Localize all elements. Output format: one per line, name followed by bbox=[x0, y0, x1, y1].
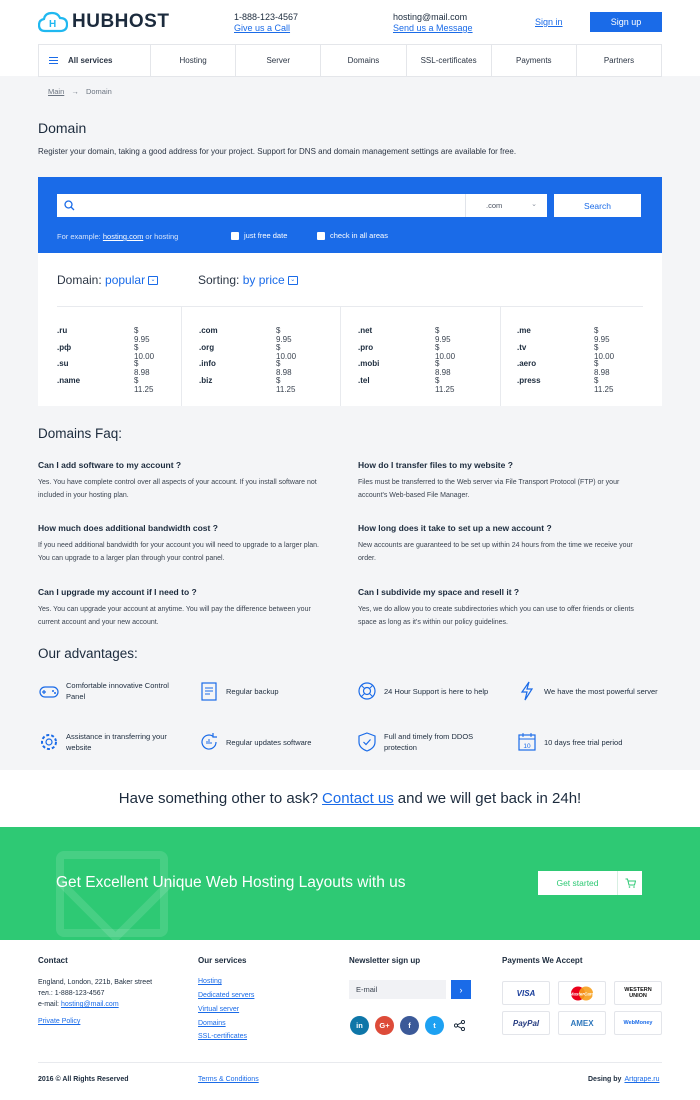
zone-name: .aero bbox=[517, 359, 537, 368]
footer-phone: тел.: 1-888-123-4567 bbox=[38, 990, 105, 997]
zone-name: .su bbox=[57, 359, 69, 368]
email-block bbox=[393, 12, 473, 34]
signup-button[interactable]: Sign up bbox=[590, 12, 662, 32]
zone-price: $ 9.95 bbox=[276, 326, 292, 344]
zone-value: .com bbox=[486, 201, 503, 210]
header-phone: 1-888-123-4567 bbox=[234, 12, 299, 22]
advantage-text: Full and timely from DDOS protection bbox=[384, 732, 474, 752]
header-email: hosting@mail.com bbox=[393, 12, 468, 22]
zone-price: $ 10.00 bbox=[276, 342, 297, 361]
footer bbox=[0, 940, 700, 1100]
lightning-icon bbox=[516, 680, 538, 702]
newsletter-email-input[interactable]: E-mail bbox=[349, 980, 446, 999]
calendar-icon bbox=[516, 731, 538, 753]
nav-payments[interactable]: Payments bbox=[491, 45, 576, 76]
nav-domains[interactable]: Domains bbox=[320, 45, 405, 76]
advantage-item bbox=[198, 680, 348, 702]
advantage-text: Regular backup bbox=[226, 686, 279, 696]
faq-answer: Files must be transferred to the Web server via File Transport Protocol (FTP) or your account's Web-based File Manager. bbox=[358, 479, 620, 499]
checkbox-label: check in all areas bbox=[330, 231, 388, 240]
nav-partners[interactable]: Partners bbox=[576, 45, 661, 76]
zone-name: .pro bbox=[358, 342, 374, 352]
promo-title: Get Excellent Unique Web Hosting Layouts with us bbox=[56, 874, 406, 891]
newsletter-submit-button[interactable]: › bbox=[451, 980, 471, 999]
all-areas-checkbox[interactable] bbox=[317, 231, 388, 240]
column-divider bbox=[181, 307, 182, 406]
payments-title: Payments We Accept bbox=[502, 956, 583, 965]
zone-price: $ 9.95 bbox=[134, 326, 150, 344]
faq-answer: Yes. You have complete control over all aspects of your account. If you install software not included in your hosting plan. bbox=[38, 479, 317, 499]
nav-server[interactable]: Server bbox=[235, 45, 320, 76]
lifebuoy-icon bbox=[356, 680, 378, 702]
header bbox=[0, 0, 700, 76]
service-link[interactable]: Hosting bbox=[198, 978, 222, 985]
promo-banner bbox=[0, 827, 700, 940]
zone-price: $ 10.00 bbox=[435, 342, 456, 361]
chevron-down-icon: ⌄ bbox=[148, 276, 158, 285]
domain-filter[interactable] bbox=[57, 273, 158, 287]
advantages-title: Our advantages: bbox=[38, 646, 138, 661]
design-prefix: Desing by bbox=[588, 1076, 622, 1083]
breadcrumb bbox=[48, 87, 112, 96]
email-prefix: e-mail: bbox=[38, 1001, 60, 1008]
zone-name: .рф bbox=[57, 342, 72, 352]
chevron-down-icon: ⌄ bbox=[531, 201, 537, 208]
nav-all-services[interactable] bbox=[39, 45, 150, 76]
service-link[interactable]: SSL-certificates bbox=[198, 1033, 248, 1040]
zone-name: .org bbox=[199, 342, 215, 352]
advantage-item bbox=[356, 680, 506, 702]
western-union-logo: WESTERN UNION bbox=[614, 981, 662, 1005]
document-icon bbox=[198, 680, 220, 702]
column-divider bbox=[500, 307, 501, 406]
domain-filter-label: Domain: bbox=[57, 273, 102, 287]
newsletter-title: Newsletter sign up bbox=[349, 956, 421, 965]
search-button[interactable]: Search bbox=[554, 194, 641, 217]
zone-name: .com bbox=[199, 326, 218, 335]
get-started-button[interactable]: Get started bbox=[538, 871, 617, 895]
cart-button[interactable] bbox=[617, 871, 642, 895]
advantage-text: Assistance in transferring your website bbox=[66, 732, 167, 752]
zone-name: .ru bbox=[57, 326, 68, 335]
facebook-icon[interactable]: f bbox=[400, 1016, 419, 1035]
sorting-filter-value: by price bbox=[242, 273, 285, 287]
copyright: 2016 © All Rights Reserved bbox=[38, 1076, 129, 1083]
column-divider bbox=[340, 307, 341, 406]
phone-block bbox=[234, 12, 298, 34]
zone-name: .info bbox=[199, 359, 216, 368]
faq-question: How long does it take to set up a new account ? bbox=[358, 523, 552, 533]
design-link[interactable]: Artgrape.ru bbox=[624, 1076, 660, 1083]
faq-answer: New accounts are guaranteed to be set up within 24 hours from the time we receive your order. bbox=[358, 542, 633, 562]
linkedin-icon[interactable]: in bbox=[350, 1016, 369, 1035]
advantage-item bbox=[356, 731, 506, 753]
faq-answer: Yes. You can upgrade your account at anytime. You will pay the difference between your current account and your new account. bbox=[38, 606, 311, 626]
nav-label: All services bbox=[68, 56, 113, 65]
message-link[interactable]: Send us a Message bbox=[393, 23, 473, 33]
main-nav bbox=[38, 44, 662, 77]
breadcrumb-separator: → bbox=[71, 87, 79, 96]
footer-email-row bbox=[38, 999, 119, 1010]
footer-email-link[interactable]: hosting@mail.com bbox=[60, 1001, 119, 1008]
checkbox-icon bbox=[317, 232, 325, 240]
sorting-filter-label: Sorting: bbox=[198, 273, 240, 287]
faq-question: Can I subdivide my space and resell it ? bbox=[358, 587, 520, 597]
zone-name: .mobi bbox=[358, 359, 380, 368]
advantage-item bbox=[198, 731, 348, 753]
faq-answer: Yes, we do allow you to create subdirectories which you can use to offer friends or clients space as long as it's within our policy guidelines. bbox=[358, 606, 634, 626]
checkbox-label: just free date bbox=[244, 231, 288, 240]
cart-icon bbox=[625, 878, 636, 888]
price-table bbox=[38, 253, 662, 406]
zone-price: $ 8.98 bbox=[435, 359, 451, 377]
advantage-text: 24 Hour Support is here to help bbox=[384, 686, 489, 696]
example-link[interactable]: hosting.com bbox=[102, 232, 144, 241]
menu-icon bbox=[49, 57, 58, 64]
zone-price: $ 8.98 bbox=[594, 359, 610, 377]
zone-name: .press bbox=[517, 375, 541, 385]
logo[interactable] bbox=[38, 11, 169, 33]
zone-name: .biz bbox=[199, 375, 213, 385]
zone-name: .name bbox=[57, 375, 81, 385]
faq-answer: If you need additional bandwidth for your account you will need to upgrade to a larger plan. You can upgrade to a larger plan through your control panel. bbox=[38, 542, 319, 562]
domain-search-input[interactable] bbox=[57, 194, 465, 217]
footer-services-title: Our services bbox=[198, 956, 247, 965]
nav-ssl[interactable]: SSL-certificates bbox=[406, 45, 491, 76]
zone-name: .tv bbox=[517, 342, 527, 352]
footer-contact-title: Contact bbox=[38, 956, 68, 965]
zone-price: $ 10.00 bbox=[134, 342, 155, 361]
zone-price: $ 9.95 bbox=[594, 326, 610, 344]
refresh-icon bbox=[198, 731, 220, 753]
example-suffix: or hosting bbox=[145, 232, 179, 241]
domain-filter-value: popular bbox=[105, 273, 146, 287]
shield-icon bbox=[356, 731, 378, 753]
zone-price: $ 9.95 bbox=[435, 326, 451, 344]
envelope-icon bbox=[56, 851, 168, 937]
divider bbox=[57, 306, 643, 307]
advantage-text: Regular updates software bbox=[226, 737, 312, 747]
advantage-text: Comfortable innovative Control Panel bbox=[66, 681, 169, 701]
zone-name: .net bbox=[358, 326, 373, 335]
ask-prefix: Have something other to ask? bbox=[118, 790, 319, 807]
zone-price: $ 11.25 bbox=[594, 375, 614, 394]
page-lead: Register your domain, taking a good address for your project. Support for DNS and domain management settings are available for free. bbox=[38, 147, 517, 156]
domain-search-panel bbox=[38, 177, 662, 253]
svg-text:MasterCard: MasterCard bbox=[569, 991, 595, 996]
faq-question: Can I upgrade my account if I need to ? bbox=[38, 587, 197, 597]
checkbox-icon bbox=[231, 232, 239, 240]
advantage-item bbox=[38, 731, 188, 753]
cloud-logo-icon bbox=[38, 11, 68, 33]
gear-icon bbox=[38, 731, 60, 753]
gamepad-icon bbox=[38, 680, 60, 702]
chevron-down-icon: ⌄ bbox=[288, 276, 298, 285]
terms-link[interactable]: Terms & Conditions bbox=[198, 1076, 259, 1083]
share-icon[interactable] bbox=[454, 1020, 465, 1031]
breadcrumb-home[interactable]: Main bbox=[48, 87, 65, 96]
paypal-logo: PayPal bbox=[502, 1011, 550, 1035]
contact-us-link[interactable]: Contact us bbox=[322, 790, 394, 807]
divider bbox=[38, 1062, 662, 1063]
advantage-text: We have the most powerful server bbox=[544, 686, 658, 696]
advantage-item bbox=[516, 731, 666, 753]
webmoney-logo: WebMoney bbox=[614, 1011, 662, 1035]
ask-suffix: and we will get back in 24h! bbox=[397, 790, 582, 807]
visa-logo: VISA bbox=[502, 981, 550, 1005]
advantage-text: 10 days free trial period bbox=[544, 737, 623, 747]
design-credit bbox=[588, 1076, 659, 1083]
faq-question: Can I add software to my account ? bbox=[38, 460, 182, 470]
sorting-filter[interactable] bbox=[198, 273, 298, 287]
calendar-day: 10 bbox=[523, 743, 531, 750]
zone-price: $ 8.98 bbox=[134, 359, 150, 377]
nav-hosting[interactable]: Hosting bbox=[150, 45, 235, 76]
zone-price: $ 8.98 bbox=[276, 359, 292, 377]
zone-price: $ 11.25 bbox=[435, 375, 455, 394]
breadcrumb-current: Domain bbox=[85, 87, 112, 96]
privacy-link[interactable]: Private Policy bbox=[38, 1018, 81, 1025]
zone-name: .tel bbox=[358, 375, 370, 385]
svg-text:H: H bbox=[49, 19, 57, 30]
google-plus-icon[interactable]: G+ bbox=[375, 1016, 394, 1035]
zone-price: $ 11.25 bbox=[276, 375, 296, 394]
zone-price: $ 10.00 bbox=[594, 342, 615, 361]
search-example bbox=[57, 232, 178, 241]
example-prefix: For example: bbox=[57, 232, 101, 241]
advantage-item bbox=[38, 680, 188, 702]
service-link[interactable]: Virtual server bbox=[198, 1006, 240, 1013]
search-icon bbox=[64, 200, 75, 211]
amex-logo: AMEX bbox=[558, 1011, 606, 1035]
service-link[interactable]: Dedicated servers bbox=[198, 992, 255, 999]
contact-banner bbox=[0, 770, 700, 827]
faq-question: How do I transfer files to my website ? bbox=[358, 460, 513, 470]
faq-title: Domains Faq: bbox=[38, 426, 123, 441]
zone-name: .me bbox=[517, 326, 531, 335]
call-link[interactable]: Give us a Call bbox=[234, 23, 291, 33]
zone-select[interactable] bbox=[465, 194, 547, 217]
mastercard-logo bbox=[558, 981, 606, 1005]
faq-question: How much does additional bandwidth cost ? bbox=[38, 523, 218, 533]
brand-name: HUBHOST bbox=[72, 11, 170, 32]
page-title: Domain bbox=[38, 120, 87, 136]
signin-link[interactable]: Sign in bbox=[535, 17, 563, 27]
service-link[interactable]: Domains bbox=[198, 1020, 226, 1027]
free-date-checkbox[interactable] bbox=[231, 231, 287, 240]
footer-address: England, London, 221b, Baker street bbox=[38, 979, 153, 986]
zone-price: $ 11.25 bbox=[134, 375, 154, 394]
advantage-item bbox=[516, 680, 666, 702]
twitter-icon[interactable]: t bbox=[425, 1016, 444, 1035]
